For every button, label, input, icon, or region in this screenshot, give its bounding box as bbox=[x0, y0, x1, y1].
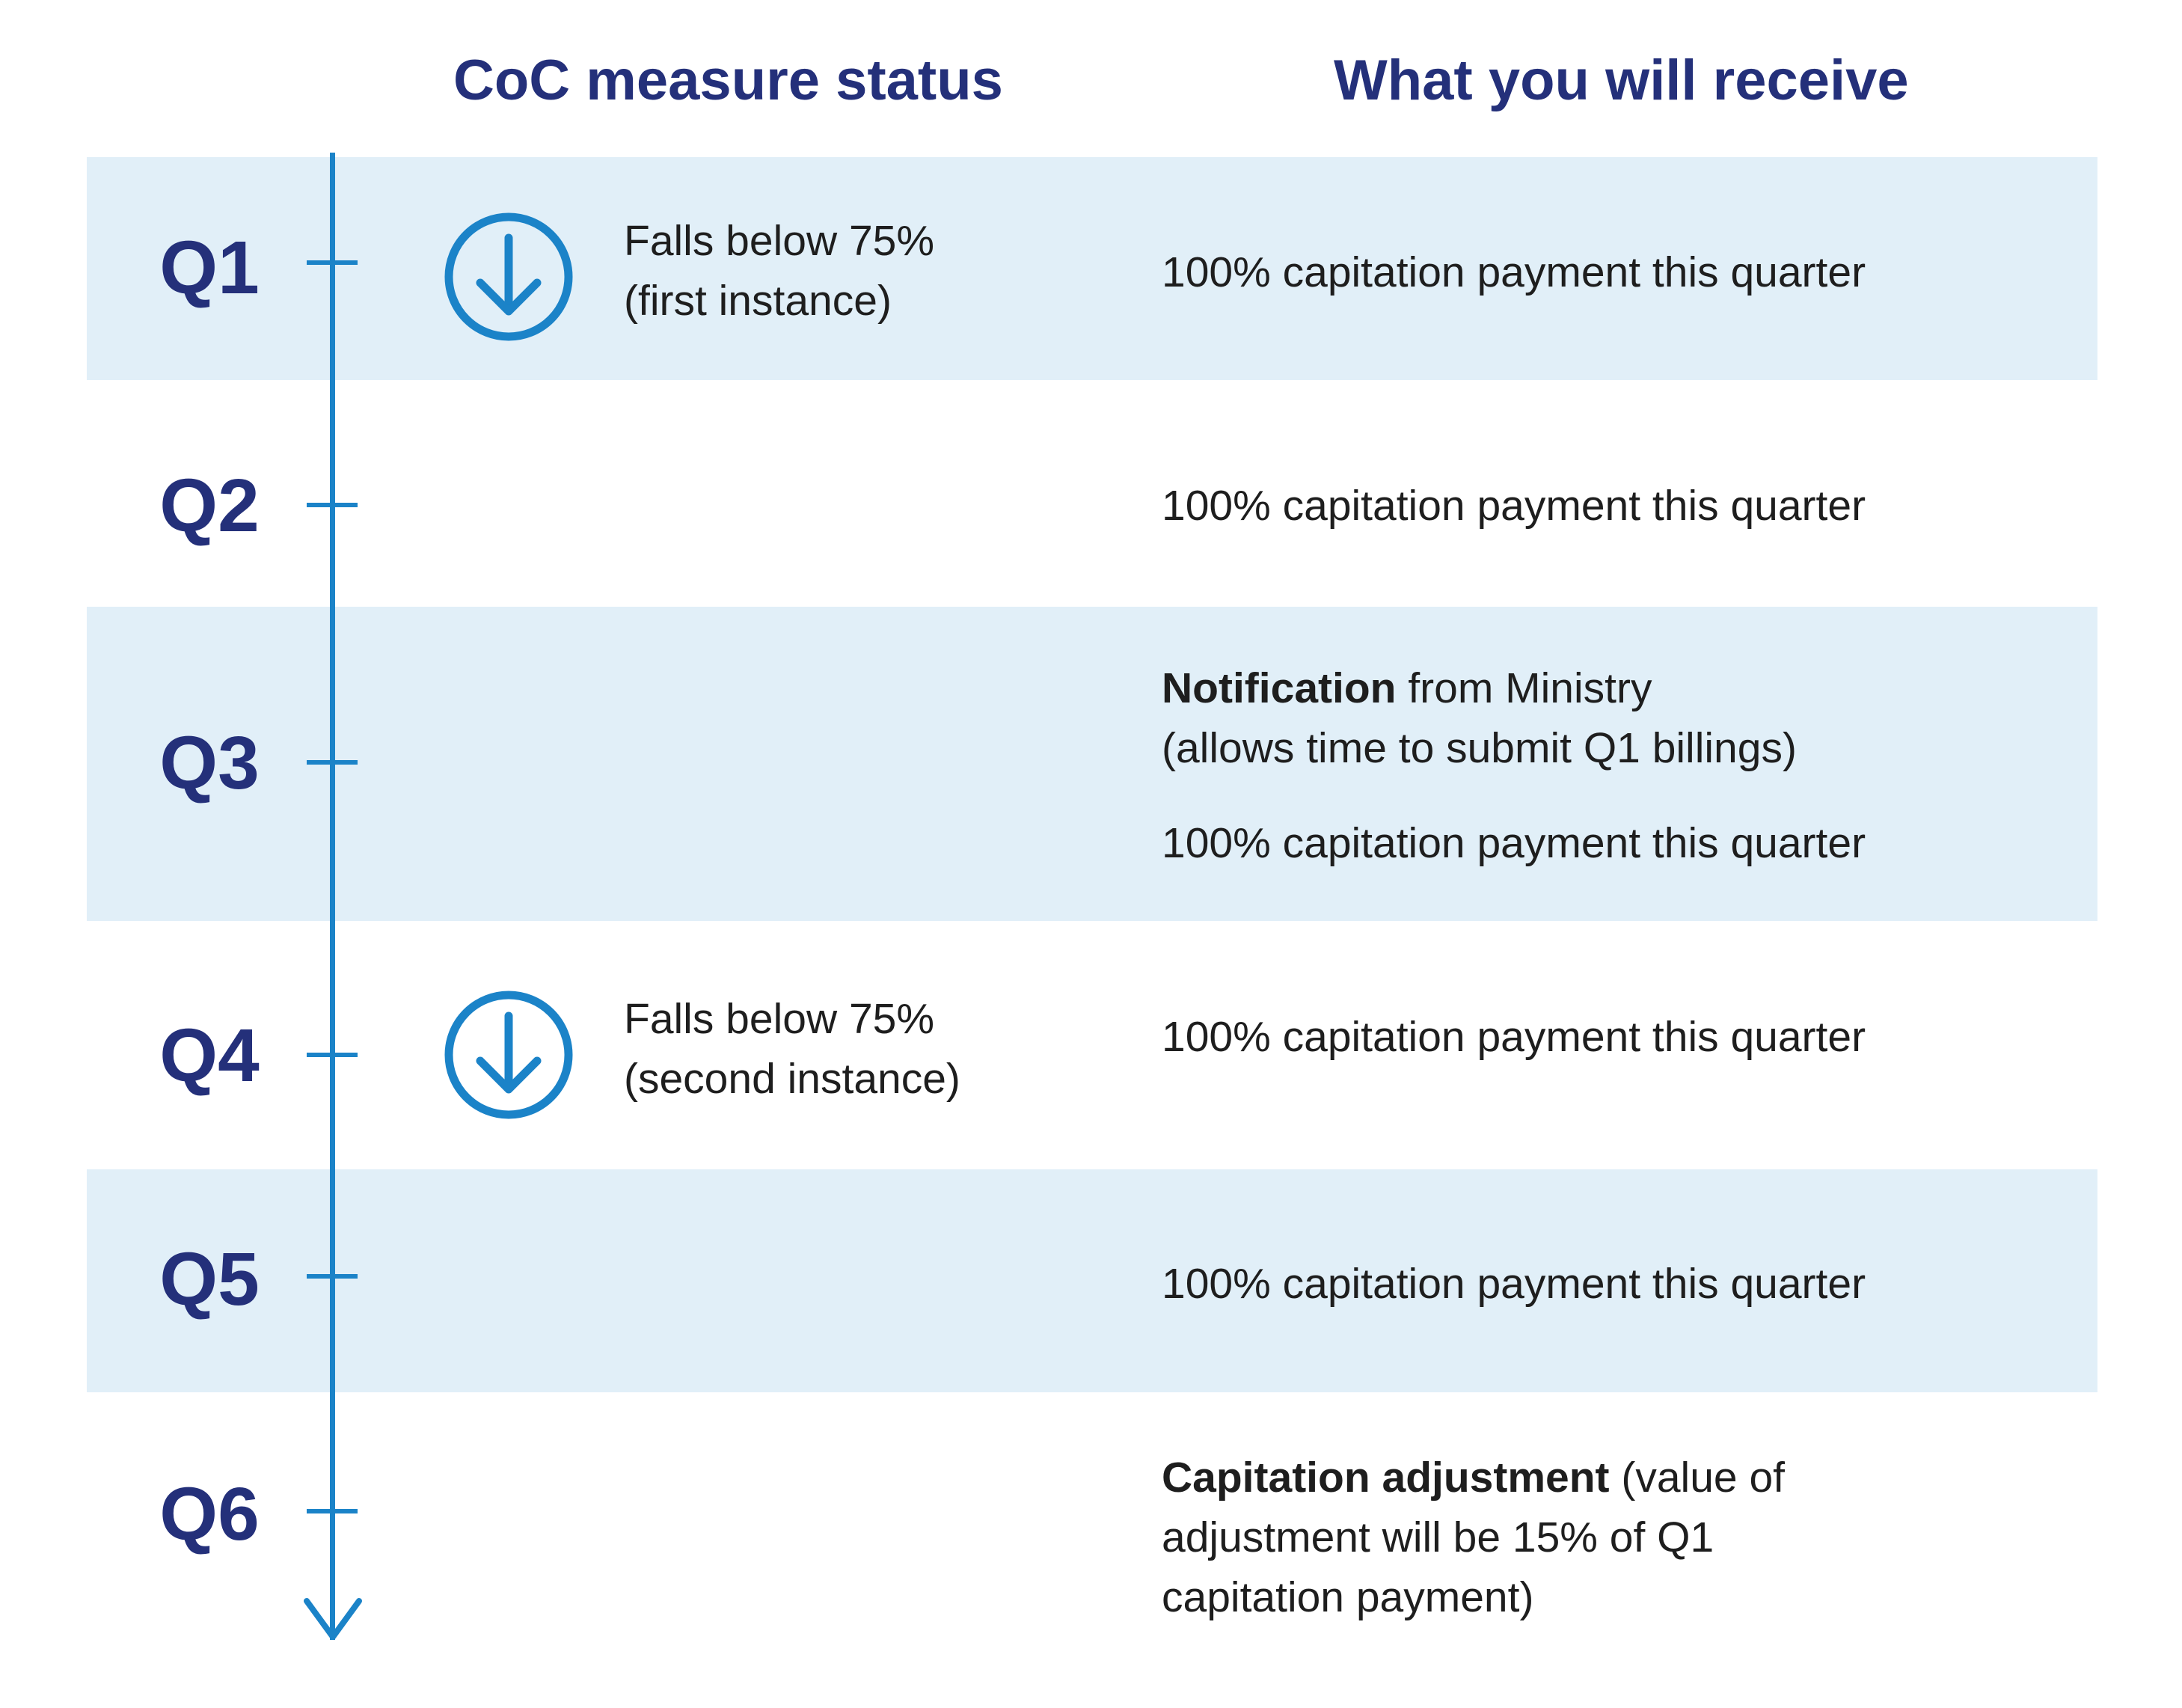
down-arrow-circle-icon bbox=[441, 988, 576, 1122]
status-line: Falls below 75% bbox=[624, 217, 935, 265]
receive-text-q6-line3: capitation payment) bbox=[1162, 1573, 1534, 1621]
receive-text-q4: 100% capitation payment this quarter bbox=[1162, 1013, 1866, 1061]
timeline-tick-q4 bbox=[307, 1053, 358, 1057]
receive-text-q3-line2: (allows time to submit Q1 billings) bbox=[1162, 724, 1797, 772]
status-text-q1 bbox=[624, 211, 934, 331]
status-text-q4 bbox=[624, 989, 960, 1109]
quarter-label-q4: Q4 bbox=[159, 1014, 260, 1098]
timeline-tick-q3 bbox=[307, 760, 358, 765]
timeline-tick-q2 bbox=[307, 503, 358, 507]
receive-bold-notification: Notification bbox=[1162, 664, 1397, 712]
quarter-label-q1: Q1 bbox=[159, 226, 260, 310]
status-line: Falls below 75% bbox=[624, 995, 935, 1043]
receive-text-q1: 100% capitation payment this quarter bbox=[1162, 248, 1866, 296]
quarter-label-q5: Q5 bbox=[159, 1237, 260, 1321]
receive-text-q3-line3: 100% capitation payment this quarter bbox=[1162, 819, 1866, 867]
receive-text-q2: 100% capitation payment this quarter bbox=[1162, 482, 1866, 530]
receive-text-rest: (value of bbox=[1609, 1454, 1785, 1502]
header-what-you-will-receive: What you will receive bbox=[1334, 49, 1909, 112]
receive-text-q3-line1 bbox=[1162, 658, 1652, 718]
receive-text-rest: from Ministry bbox=[1396, 664, 1652, 712]
timeline-tick-q6 bbox=[307, 1509, 358, 1513]
timeline-tick-q1 bbox=[307, 260, 358, 265]
receive-text-q6-line2: adjustment will be 15% of Q1 bbox=[1162, 1513, 1714, 1561]
status-line: (second instance) bbox=[624, 1055, 960, 1103]
receive-bold-capitation-adjustment: Capitation adjustment bbox=[1162, 1454, 1610, 1502]
timeline-axis bbox=[330, 153, 335, 1640]
status-line: (first instance) bbox=[624, 277, 892, 325]
quarter-label-q6: Q6 bbox=[159, 1472, 260, 1556]
quarter-label-q2: Q2 bbox=[159, 464, 260, 548]
timeline-tick-q5 bbox=[307, 1274, 358, 1279]
receive-text-q5: 100% capitation payment this quarter bbox=[1162, 1260, 1866, 1308]
receive-text-q6-line1 bbox=[1162, 1448, 1785, 1507]
header-coc-measure-status: CoC measure status bbox=[453, 49, 1003, 112]
down-arrow-circle-icon bbox=[441, 209, 576, 344]
timeline-arrowhead-icon bbox=[302, 1594, 364, 1646]
quarter-label-q3: Q3 bbox=[159, 721, 260, 805]
